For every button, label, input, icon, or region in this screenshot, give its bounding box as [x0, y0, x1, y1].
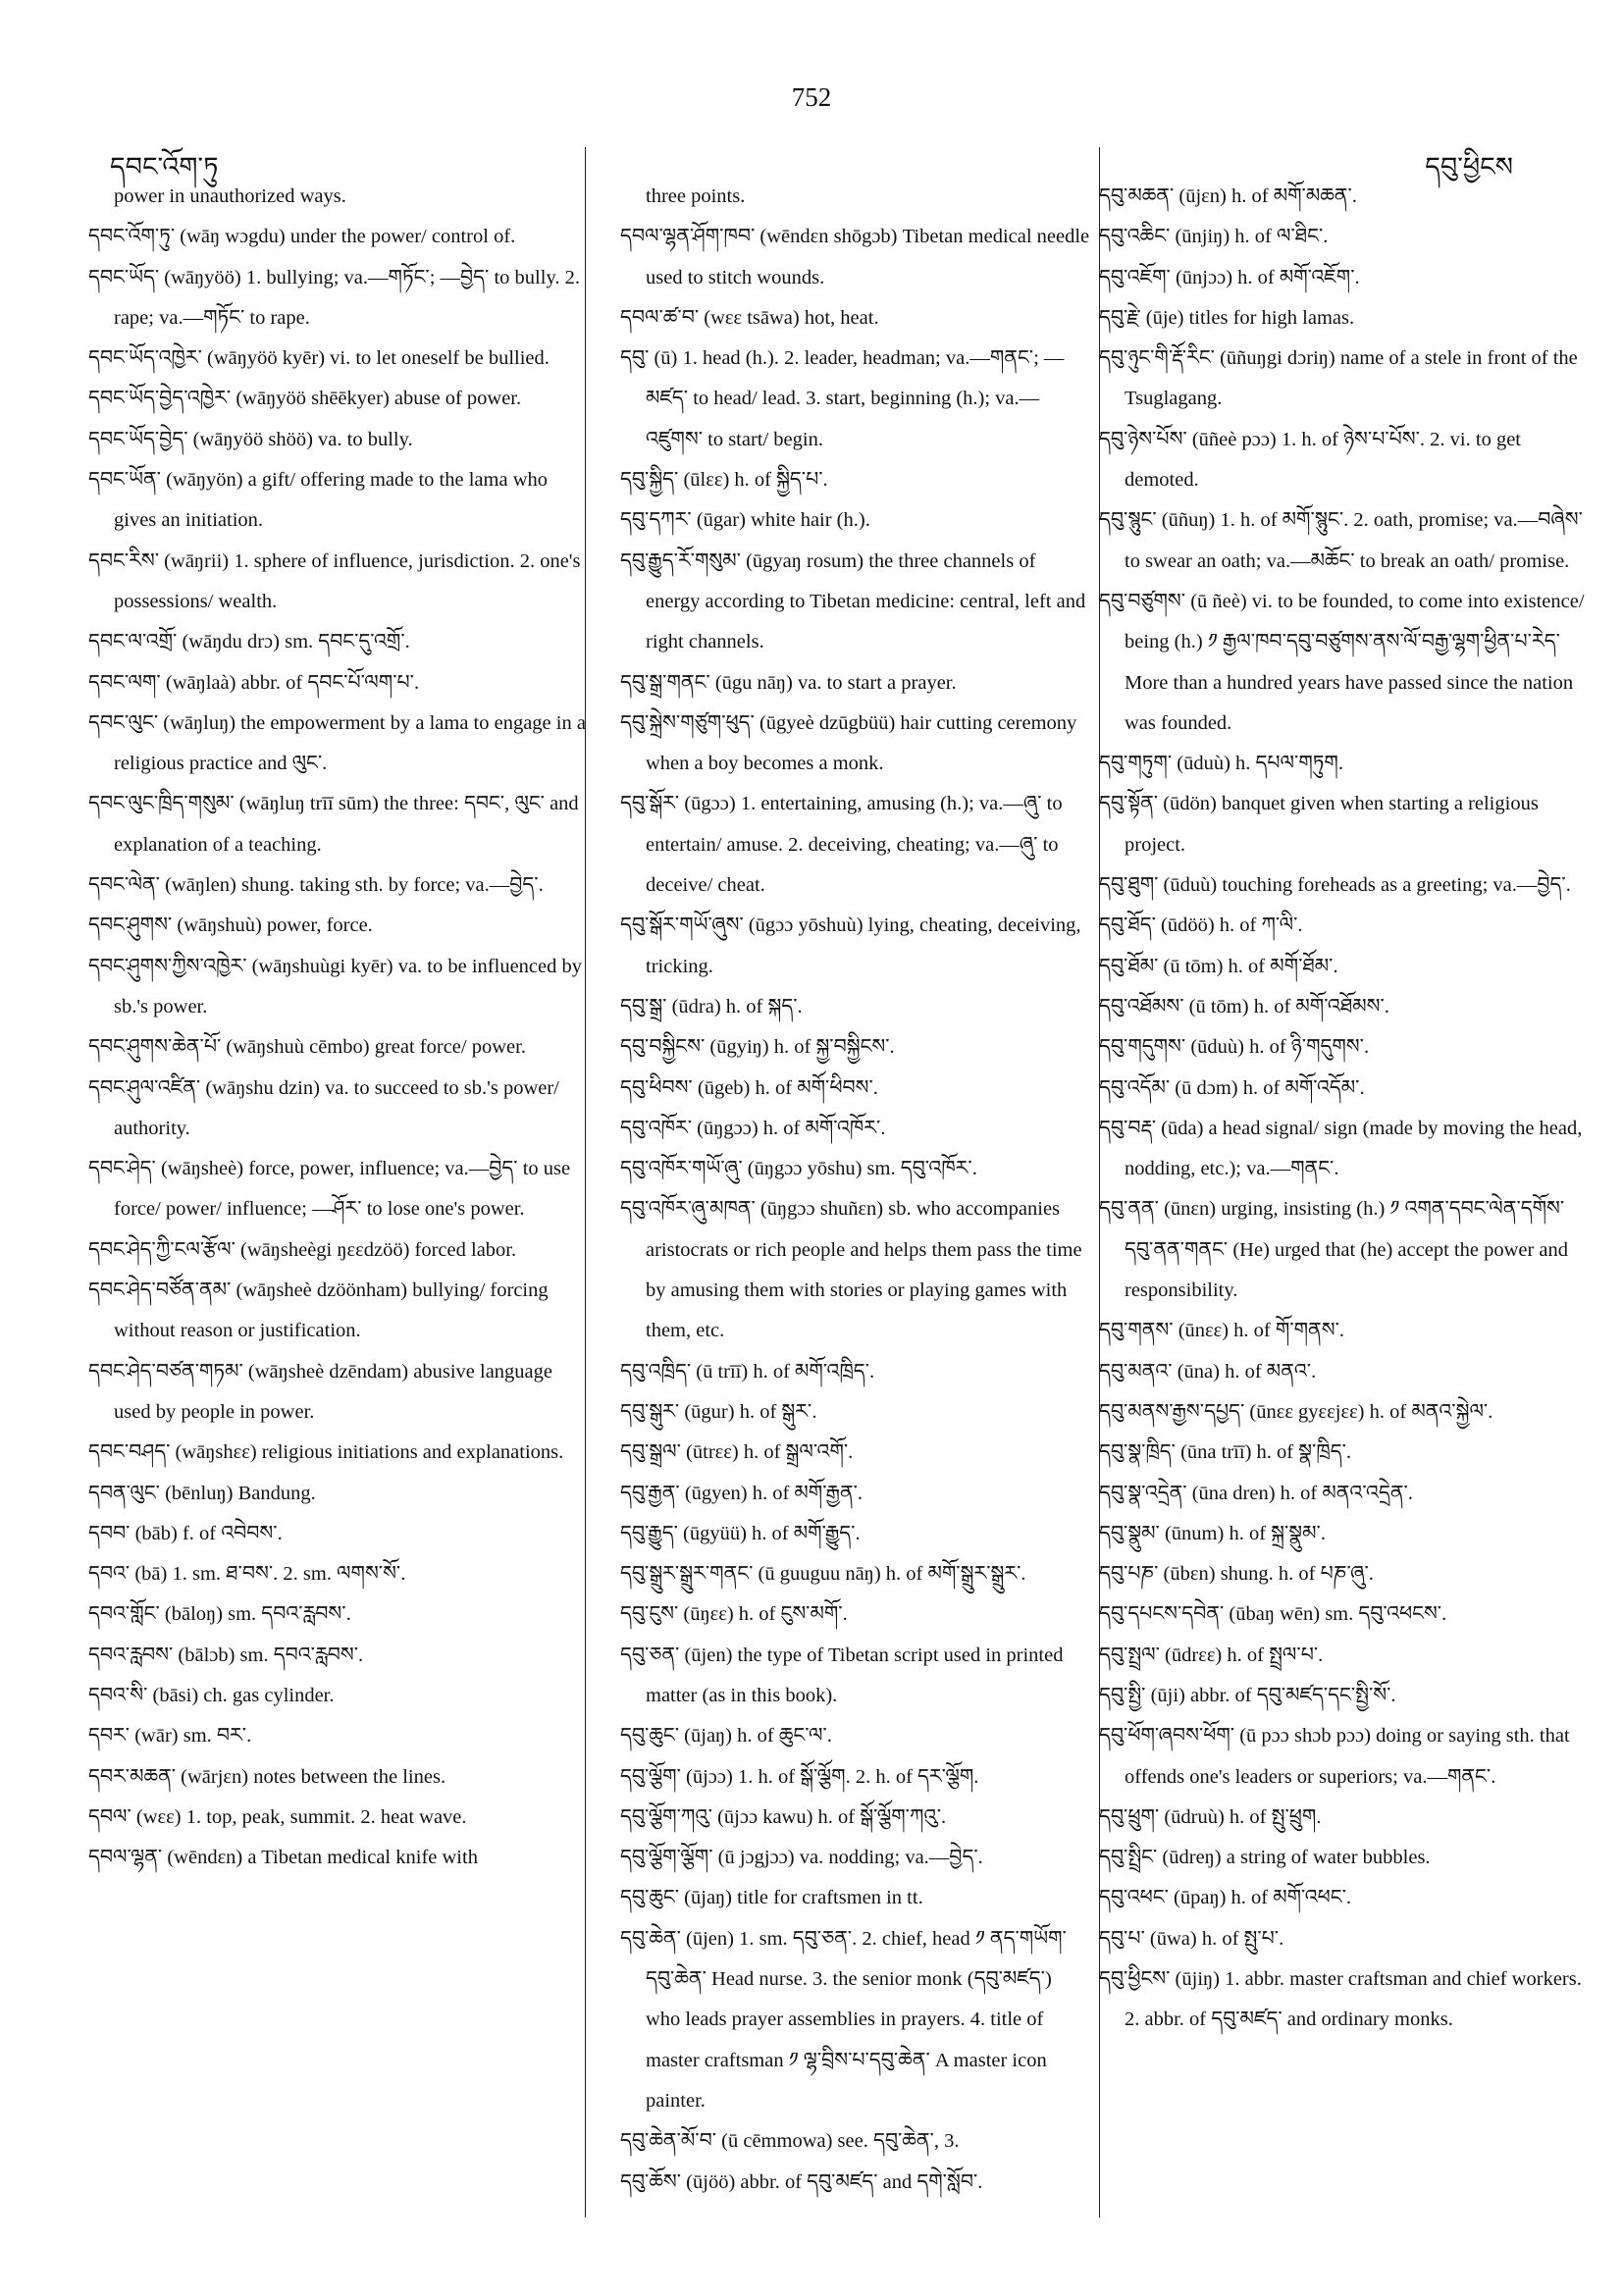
dictionary-entry: དབང་ཤེད་ཀྱི་ངལ་རྩོལ་ (wāŋsheègi ŋɛɛdzöö) forced labor. — [88, 1238, 517, 1261]
dictionary-entry: དབུ་ཆེན་ (ūjen) 1. sm. དབུ་ཅན་. 2. chief, head ༡ ནད་གཡོག་དབུ་ཆེན་ Head nurse. 3. the senior monk (དབུ་མཛད་) who leads prayer assemblies in prayers. 4. title of master craftsman ༡ ལྷ་བྲིས་པ་དབུ་ཆེན་ A master icon painter. — [620, 1927, 1067, 2112]
dictionary-entry: དབུ་ཕོག་ཞབས་ཕོག་ (ū pɔɔ shɔb pɔɔ) doing or saying sth. that offends one's leaders or superiors; va.—གནང་. — [1099, 1725, 1570, 1788]
dictionary-entry: དབུ་སྤྲལ་ (ūdrɛɛ) h. of སྤྲལ་པ་. — [1099, 1644, 1324, 1666]
dictionary-entry: དབུ་ཕིབས་ (ūgeb) h. of མགོ་ཕིབས་. — [620, 1076, 878, 1099]
dictionary-entry: དབང་ལ་འགྲོ་ (wāŋdu drɔ) sm. དབང་དུ་འགྲོ་. — [88, 631, 410, 653]
column-3 — [1099, 177, 1588, 2041]
dictionary-entry: དབུ་སྒྲལ་ (ūtrɛɛ) h. of སྒྲལ་འགོ་. — [620, 1441, 854, 1464]
dictionary-entry: དབའ་སི་ (bāsi) ch. gas cylinder. — [88, 1684, 335, 1706]
dictionary-entry: དབུ་ཆུང་ (ūjaŋ) h. of ཆུང་ལ་. — [620, 1725, 832, 1748]
dictionary-entry: དབང་ཡོན་ (wāŋyön) a gift/ offering made to the lama who gives an initiation. — [88, 469, 548, 532]
dictionary-entry: དབང་ལག་ (wāŋlaà) abbr. of དབང་པོ་ལག་པ་. — [88, 671, 420, 694]
guide-word-left: དབང་འོག་ཏུ — [110, 152, 219, 182]
dictionary-entry: དབུ་གདུགས་ (ūduù) h. of ཉི་གདུགས་. — [1099, 1036, 1370, 1059]
column-2 — [620, 177, 1091, 2203]
dictionary-entry: དབུ་འཇོག་ (ūnjɔɔ) h. of མགོ་འཇོག་. — [1099, 266, 1360, 288]
dictionary-entry: དབའ་ (bā) 1. sm. ཐ་བས་. 2. sm. ལགས་སོ་. — [88, 1563, 406, 1586]
dictionary-entry: དབུ་སྐྲེས་གཙུག་ཕུད་ (ūgyeè dzūgbüü) hair cutting ceremony when a boy becomes a monk. — [620, 711, 1077, 775]
dictionary-entry: དབུ་སྒྲ་ (ūdra) h. of སྐད་. — [620, 995, 803, 1018]
column-1 — [88, 177, 589, 1878]
dictionary-entry: དབང་ཡོད་བྱེད་འཁྱེར་ (wāŋyöö shēēkyer) abuse of power. — [88, 388, 522, 410]
dictionary-entry: དབུ་ལྕོག་ཀའུ་ (ūjɔɔ kawu) h. of སྒོ་ལྕོག་ཀའུ་. — [620, 1805, 947, 1828]
dictionary-entry: དབུ་དཀར་ (ūgar) white hair (h.). — [620, 509, 870, 532]
dictionary-entry: དབུ་སྣུམ་ (ūnum) h. of སྐྲ་སྣུམ་. — [1099, 1522, 1326, 1544]
dictionary-entry: དབུ་དཔངས་དབེན་ (ūbaŋ wēn) sm. དབུ་འཕངས་. — [1099, 1603, 1447, 1626]
dictionary-entry: དབུ་འཕང་ (ūpaŋ) h. of མགོ་འཕང་. — [1099, 1887, 1352, 1909]
dictionary-entry: དབུ་ནན་ (ūnɛn) urging, insisting (h.) ༡ འགན་དབང་ལེན་དགོས་དབུ་ནན་གནང་ (He) urged that (he) accept the power and responsibility. — [1099, 1198, 1569, 1302]
dictionary-entry: དབུ་ཉེས་པོས་ (ūñeè pɔɔ) 1. h. of ཉེས་པ་པོས་. 2. vi. to get demoted. — [1099, 428, 1521, 492]
dictionary-entry: དབུ་སྒྲ་གནང་ (ūgu nāŋ) va. to start a prayer. — [620, 671, 957, 694]
dictionary-entry: དབའ་གློང་ (bāloŋ) sm. དབའ་རླབས་. — [88, 1603, 351, 1626]
dictionary-entry: དབུ་ཉུང་གི་རྡོ་རིང་ (ūñuŋgi dɔriŋ) name of a stele in front of the Tsuglagang. — [1099, 347, 1578, 410]
dictionary-entry: དབུ་སྐྱིད་ (ūlɛɛ) h. of སྐྱིད་པ་. — [620, 469, 828, 492]
dictionary-entry: དབང་ལུང་ (wāŋluŋ) the empowerment by a lama to engage in a religious practice and ལུང་. — [88, 711, 586, 775]
dictionary-entry: དབན་ལུང་ (bēnluŋ) Bandung. — [88, 1482, 316, 1504]
dictionary-entry: དབུ་ཆེན་མོ་བ་ (ū cēmmowa) see. དབུ་ཆེན་, 3. — [620, 2130, 960, 2153]
dictionary-entry: དབུ་མནས་རྒྱས་དཔྱད་ (ūnɛɛ gyɛɛjɛɛ) h. of མནའ་སྐྱེལ་. — [1099, 1400, 1493, 1423]
dictionary-entry: དབུ་ཆུང་ (ūjaŋ) title for craftsmen in tt. — [620, 1887, 923, 1909]
dictionary-entry: དབང་ཡོད་ (wāŋyöö) 1. bullying; va.—གཏོང་; —བྱེད་ to bully. 2. rape; va.—གཏོང་ to rape. — [88, 266, 580, 329]
dictionary-entry: དབུ་སྒུར་ (ūgur) h. of སྒུར་. — [620, 1400, 817, 1423]
dictionary-entry: དབུ་འདོམ་ (ū dɔm) h. of མགོ་འདོམ་. — [1099, 1076, 1365, 1099]
dictionary-entry: དབལ་ཚ་བ་ (wɛɛ tsāwa) hot, heat. — [620, 306, 879, 329]
dictionary-entry: དབུ་པ་ (ūwa) h. of སྤུ་པ་. — [1099, 1927, 1284, 1950]
dictionary-entry: དབུ་འཆིང་ (ūnjiŋ) h. of ལ་ཐིང་. — [1099, 226, 1329, 248]
dictionary-entry: དབུ་ངུས་ (ūŋɛɛ) h. of ངུས་མགོ་. — [620, 1603, 848, 1626]
dictionary-entry: དབུ་ཕྱིངས་ (ūjiŋ) 1. abbr. master craftsman and chief workers. 2. abbr. of དབུ་མཛད་ and ordinary monks. — [1099, 1968, 1582, 2031]
dictionary-entry: དབུ་སྤྱི་ (ūji) abbr. of དབུ་མཛད་དང་སྤྱི་སོ་. — [1099, 1684, 1396, 1706]
dictionary-entry: དབང་ཤེད་བཙན་གཏམ་ (wāŋsheè dzēndam) abusive language used by people in power. — [88, 1360, 552, 1423]
dictionary-entry: དབུ་འཁོར་ (ūŋgɔɔ) h. of མགོ་འཁོར་. — [620, 1117, 886, 1139]
dictionary-entry: དབུ་འཐོམས་ (ū tōm) h. of མགོ་འཐོམས་. — [1099, 995, 1389, 1018]
dictionary-entry: དབུ་འཁོར་ཞུ་མཁན་ (ūŋgɔɔ shuñɛn) sb. who accompanies aristocrats or rich people and helps them pass the time by amusing them with stories or playing games with them, etc. — [620, 1198, 1082, 1342]
dictionary-entry: དབང་འོག་ཏུ་ (wāŋ wɔgdu) under the power/ control of. — [88, 226, 516, 248]
dictionary-entry: དབང་ཤེད་བཙོན་ནམ་ (wāŋsheè dzöönham) bullying/ forcing without reason or justification. — [88, 1279, 549, 1342]
dictionary-entry: དབུ་གནས་ (ūnɛɛ) h. of གོ་གནས་. — [1099, 1320, 1344, 1342]
dictionary-entry: དབུ་སྒོར་གཡོ་ཞུས་ (ūgɔɔ yōshuù) lying, cheating, deceiving, tricking. — [620, 914, 1081, 977]
dictionary-entry: དབང་རིས་ (wāŋrii) 1. sphere of influence, jurisdiction. 2. one's possessions/ wealth. — [88, 549, 581, 612]
dictionary-entry: དབུ་རྒྱན་ (ūgyen) h. of མགོ་རྒྱན་. — [620, 1482, 864, 1504]
dictionary-entry: དབར་མཆན་ (wārjɛn) notes between the lines. — [88, 1765, 446, 1788]
dictionary-entry: དབང་བཤད་ (wāŋshɛɛ) religious initiations and explanations. — [88, 1441, 564, 1464]
dictionary-entry: དབུ་ཆོས་ (ūjöö) abbr. of དབུ་མཛད་ and དགེ་སློབ་. — [620, 2170, 983, 2193]
dictionary-entry: དབང་ཤུགས་ཀྱིས་འཁྱེར་ (wāŋshuùgi kyēr) va. to be influenced by sb.'s power. — [88, 955, 582, 1018]
dictionary-entry: དབུ་རྒྱུད་རོ་གསུམ་ (ūgyaŋ rosum) the three channels of energy according to Tibetan medicine: central, left and right channels. — [620, 549, 1086, 653]
dictionary-columns — [88, 147, 1623, 2227]
dictionary-entry: དབུ་ལྕོག་ལྕོག་ (ū jɔgjɔɔ) va. nodding; va.—བྱེད་. — [620, 1847, 983, 1869]
dictionary-entry: དབུ་སྙུང་ (ūñuŋ) 1. h. of མགོ་སྙུང་. 2. oath, promise; va.—བཞེས་ to swear an oath; va.—མཆོང་ to break an oath/ promise. — [1099, 509, 1583, 572]
dictionary-entry: དབུ་ཅན་ (ūjen) the type of Tibetan script used in printed matter (as in this book). — [620, 1644, 1064, 1706]
dictionary-entry: དབུ་སྤྲིང་ (ūdreŋ) a string of water bubbles. — [1099, 1847, 1431, 1869]
entry-continuation: power in unauthorized ways. — [114, 185, 346, 207]
dictionary-entry: དབལ་ (wɛɛ) 1. top, peak, summit. 2. heat wave. — [88, 1805, 467, 1828]
dictionary-entry: དབུ་ཐུག་ (ūduù) touching foreheads as a greeting; va.—བྱེད་. — [1099, 874, 1571, 897]
dictionary-entry: དབང་ཡོད་བྱེད་ (wāŋyöö shöö) va. to bully. — [88, 428, 413, 450]
dictionary-entry: དབུ་བརྡ་ (ūda) a head signal/ sign (made by moving the head, nodding, etc.); va.—གནང་. — [1099, 1117, 1583, 1180]
dictionary-entry: དབང་ཤུལ་འཛིན་ (wāŋshu dzin) va. to succeed to sb.'s power/ authority. — [88, 1076, 559, 1139]
dictionary-entry: དབུ་ཕྲུག་ (ūdruù) h. of སྤུ་ཕྲུག. — [1099, 1805, 1322, 1828]
dictionary-entry: དབུ་སྣ་འདྲེན་ (ūna dren) h. of མནའ་འདྲེན་. — [1099, 1482, 1413, 1504]
dictionary-entry: དབལ་ལྷན་ཤོག་ཁབ་ (wēndɛn shōgɔb) Tibetan medical needle used to stitch wounds. — [620, 226, 1090, 288]
dictionary-entry: དབང་ཤུགས་ཆེན་པོ་ (wāŋshuù cēmbo) great force/ power. — [88, 1036, 526, 1059]
dictionary-entry: དབང་ལུང་ཁྲིད་གསུམ་ (wāŋluŋ trīī sūm) the three: དབང་, ལུང་ and explanation of a teaching. — [88, 793, 579, 856]
dictionary-entry: དབུ་མཆན་ (ūjɛn) h. of མགོ་མཆན་. — [1099, 185, 1357, 207]
dictionary-entry: དབལ་ལྷན་ (wēndɛn) a Tibetan medical knife with — [88, 1847, 478, 1869]
dictionary-entry: དབང་ཤུགས་ (wāŋshuù) power, force. — [88, 914, 373, 937]
dictionary-entry: དབུ་ལྕོག་ (ūjɔɔ) 1. h. of སྒོ་ལྕོག. 2. h. of དར་ལྕོག. — [620, 1765, 979, 1788]
dictionary-entry: དབའ་རླབས་ (bālɔb) sm. དབའ་རླབས་. — [88, 1644, 364, 1666]
dictionary-entry: དབར་ (wār) sm. བར་. — [88, 1725, 252, 1748]
dictionary-entry: དབུ་ཐོམ་ (ū tōm) h. of མགོ་ཐོམ་. — [1099, 955, 1338, 977]
page-number: 752 — [791, 82, 832, 112]
dictionary-entry: དབུ་རྒྱུད་ (ūgyüü) h. of མགོ་རྒྱུད་. — [620, 1522, 861, 1544]
entry-continuation: three points. — [646, 185, 746, 207]
dictionary-entry: དབུ་སྟོན་ (ūdön) banquet given when starting a religious project. — [1099, 793, 1539, 856]
dictionary-entry: དབུ་སྣ་ཁྲིད་ (ūna trīī) h. of སྣ་ཁྲིད་. — [1099, 1441, 1352, 1464]
dictionary-entry: དབུ་རྗེ་ (ūje) titles for high lamas. — [1099, 306, 1355, 329]
dictionary-entry: དབུ་གཏུག་ (ūduù) h. དཔལ་གཏུག. — [1099, 753, 1343, 775]
guide-word-right: དབུ་ཕྱིངས — [1425, 152, 1513, 182]
dictionary-entry: དབུ་པཎ་ (ūbɛn) shung. h. of པཎ་ཞུ་. — [1099, 1563, 1374, 1586]
dictionary-entry: དབུ་འཁྲིད་ (ū trīī) h. of མགོ་འཁྲིད་. — [620, 1360, 875, 1383]
dictionary-entry: དབབ་ (bāb) f. of འབེབས་. — [88, 1522, 283, 1544]
dictionary-entry: དབུ་བཙུགས་ (ū ñeè) vi. to be founded, to come into existence/ being (h.) ༡ རྒྱལ་ཁབ་དབུ་བཙུགས་ནས་ལོ་བརྒྱ་ལྷག་ཕྱིན་པ་རེད་ More than a hundred years have passed since the nation was founded. — [1099, 590, 1585, 734]
dictionary-entry: དབང་ལེན་ (wāŋlen) shung. taking sth. by force; va.—བྱེད་. — [88, 874, 544, 897]
dictionary-entry: དབུ་ཐོད་ (ūdöö) h. of ཀ་ལི་. — [1099, 914, 1303, 937]
dictionary-entry: དབུ་འཁོར་གཡོ་ཞུ་ (ūŋgɔɔ yōshu) sm. དབུ་འཁོར་. — [620, 1158, 977, 1180]
dictionary-entry: དབང་ཡོད་འཁྱེར་ (wāŋyöö kyēr) vi. to let oneself be bullied. — [88, 347, 550, 370]
dictionary-entry: དབང་ཤེད་ (wāŋsheè) force, power, influence; va.—བྱེད་ to use force/ power/ influence; —ཤོར་ to lose one's power. — [88, 1158, 571, 1221]
dictionary-entry: དབུ་བསྐྱིངས་ (ūgyiŋ) h. of སྐྱ་བསྐྱིངས་. — [620, 1036, 895, 1059]
dictionary-entry: དབུ་སྒྲུར་སྒྲུར་གནང་ (ū guuguu nāŋ) h. of མགོ་སྒྲུར་སྒྲུར་. — [620, 1563, 1026, 1586]
dictionary-entry: དབུ་མནའ་ (ūna) h. of མནའ་. — [1099, 1360, 1317, 1383]
dictionary-entry: དབུ་ (ū) 1. head (h.). 2. leader, headman; va.—གནང་; —མཛད་ to head/ lead. 3. start, beginning (h.); va.—འཛུགས་ to start/ begin. — [620, 347, 1065, 450]
dictionary-entry: དབུ་སྒོར་ (ūgɔɔ) 1. entertaining, amusing (h.); va.—ཞུ་ to entertain/ amuse. 2. deceiving, cheating; va.—ཞུ་ to deceive/ cheat. — [620, 793, 1063, 897]
